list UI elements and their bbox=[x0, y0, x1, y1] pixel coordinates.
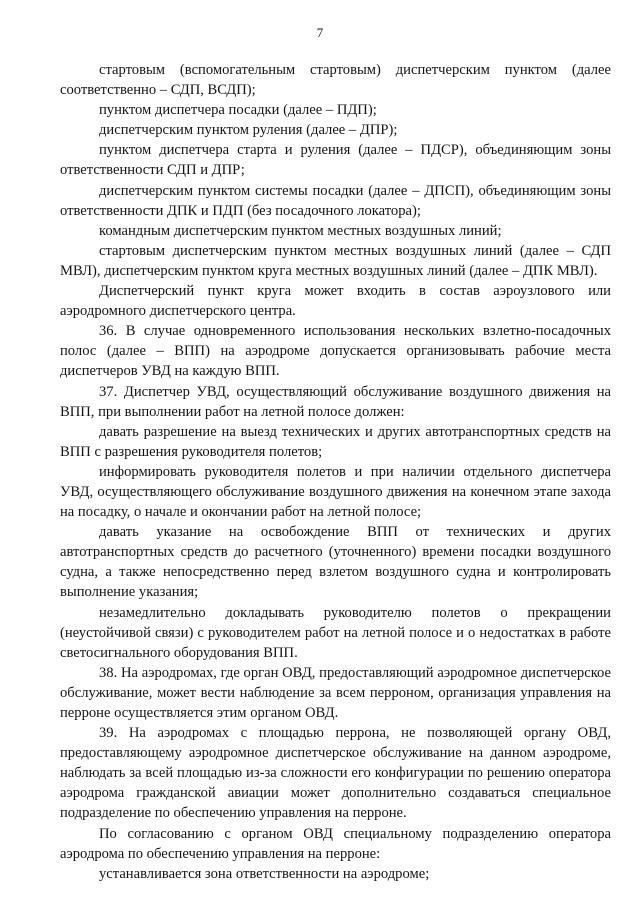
paragraph-pdsr: пунктом диспетчера старта и руления (далее – ПДСР), объединяющим зоны ответственности СДП и ДПР; bbox=[60, 142, 611, 179]
paragraph-clear-runway: давать указание на освобождение ВПП от технических и других автотранспортных средств до расчетного (уточненного) времени посадки воздушного судна, а также непосредственно перед взлетом воздушного судна и контролировать выполнение указания; bbox=[60, 524, 611, 601]
paragraph-circle-point: Диспетчерский пункт круга может входить в состав аэроузлового или аэродромного диспетчерского центра. bbox=[60, 283, 611, 320]
paragraph-item-37: 37. Диспетчер УВД, осуществляющий обслуживание воздушного движения на ВПП, при выполнении работ на летной полосе должен: bbox=[60, 383, 611, 420]
paragraph-item-39: 39. На аэродромах с площадью перрона, не позволяющей органу ОВД, предоставляющему аэродромное диспетчерское обслуживание на данном аэродроме, наблюдать за всей площадью из-за сложности его конфигурации по решению оператора аэродрома гражданской авиации может дополнительно создаваться специальное подразделение по обеспечению управления на перроне. bbox=[60, 725, 611, 822]
paragraph-report-immediately: незамедлительно докладывать руководителю полетов о прекращении (неустойчивой связи) с руководителем работ на летной полосе и о недостатках в работе светосигнального оборудования ВПП. bbox=[60, 604, 611, 661]
page-number: 7 bbox=[316, 25, 324, 40]
paragraph-dpsp: диспетчерским пунктом системы посадки (далее – ДПСП), объединяющим зоны ответственности ДПК и ПДП (без посадочного локатора); bbox=[60, 182, 611, 219]
paragraph-pdp: пунктом диспетчера посадки (далее – ПДП); bbox=[99, 102, 377, 119]
paragraph-sdp-vsdp: стартовым (вспомогательным стартовым) диспетчерским пунктом (далее соответственно – СДП, ВСДП); bbox=[60, 62, 611, 99]
paragraph-command-point-mvl: командным диспетчерским пунктом местных воздушных линий; bbox=[99, 222, 502, 239]
paragraph-item-36: 36. В случае одновременного использования нескольких взлетно-посадочных полос (далее – ВПП) на аэродроме допускается организовывать рабочие места диспетчеров УВД на каждую ВПП. bbox=[60, 323, 611, 380]
paragraph-item-38: 38. На аэродромах, где орган ОВД, предоставляющий аэродромное диспетчерское обслуживание, может вести наблюдение за всем перроном, организация управления на перроне осуществляется этим органом ОВД. bbox=[60, 664, 611, 721]
paragraph-agreement: По согласованию с органом ОВД специальному подразделению оператора аэродрома по обеспечению управления на перроне: bbox=[60, 825, 611, 862]
paragraph-exit-permission: давать разрешение на выезд технических и других автотранспортных средств на ВПП с разрешения руководителя полетов; bbox=[60, 423, 611, 460]
document-body bbox=[60, 60, 611, 884]
paragraph-inform-director: информировать руководителя полетов и при наличии отдельного диспетчера УВД, осуществляющего обслуживание воздушного движения на конечном этапе захода на посадку, о начале и окончании работ на летной полосе; bbox=[60, 463, 611, 521]
paragraph-dpr: диспетчерским пунктом руления (далее – ДПР); bbox=[99, 122, 398, 139]
paragraph-zone-established: устанавливается зона ответственности на аэродроме; bbox=[99, 865, 430, 882]
paragraph-sdp-mvl: стартовым диспетчерским пунктом местных воздушных линий (далее – СДП МВЛ), диспетчерским пунктом круга местных воздушных линий (далее – ДПК МВЛ). bbox=[60, 242, 611, 279]
